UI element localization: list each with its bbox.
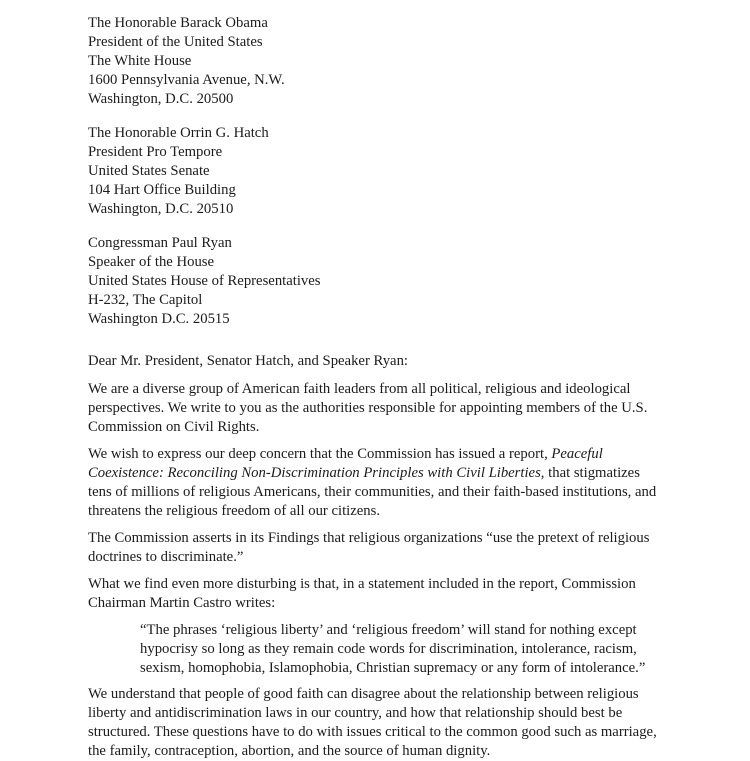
salutation: Dear Mr. President, Senator Hatch, and Speaker Ryan: (88, 353, 408, 369)
address-line: President Pro Tempore (88, 144, 223, 160)
address-line: The Honorable Orrin G. Hatch (88, 125, 269, 141)
recipient-block-ryan (88, 234, 664, 329)
address-line: Congressman Paul Ryan (88, 235, 232, 251)
paragraph-text: We wish to express our deep concern that the Commission has issued a report, (88, 446, 552, 462)
address-line: 104 Hart Office Building (88, 182, 236, 198)
address-line: United States Senate (88, 163, 210, 179)
castro-quote: “The phrases ‘religious liberty’ and ‘religious freedom’ will stand for nothing except hypocrisy so long as they remain code words for discrimination, intolerance, racism, sexism, homophobia, Islamophobia, Christian supremacy or any form of intolerance.” (140, 622, 646, 676)
address-line: The Honorable Barack Obama (88, 15, 268, 31)
paragraph-text: , that stigmatizes tens of millions of religious Americans, their communities, and their faith-based institutions, and threatens the religious freedom of all our citizens. (88, 465, 657, 519)
address-line: H-232, The Capitol (88, 292, 203, 308)
address-line: 1600 Pennsylvania Avenue, N.W. (88, 72, 285, 88)
report-title-italic: Peaceful Coexistence: Reconciling Non-Discrimination Principles with Civil Liberties (88, 446, 603, 481)
address-line: The White House (88, 53, 192, 69)
address-line: Washington D.C. 20515 (88, 311, 230, 327)
paragraph-castro-intro: What we find even more disturbing is that, in a statement included in the report, Commission Chairman Martin Castro writes: (88, 576, 636, 611)
address-line: President of the United States (88, 34, 263, 50)
address-line: Speaker of the House (88, 254, 215, 270)
paragraph-intro: We are a diverse group of American faith leaders from all political, religious and ideological perspectives. We write to you as the authorities responsible for appointing members of the U.S. Commission on Civil Rights. (88, 381, 648, 435)
recipient-block-hatch (88, 124, 664, 219)
address-line: Washington, D.C. 20510 (88, 201, 234, 217)
recipient-block-obama (88, 14, 664, 109)
paragraph-report-concern (88, 445, 664, 521)
address-line: Washington, D.C. 20500 (88, 91, 234, 107)
paragraph-findings: The Commission asserts in its Findings that religious organizations “use the pretext of religious doctrines to discriminate.” (88, 530, 650, 565)
paragraph-good-faith: We understand that people of good faith can disagree about the relationship between religious liberty and antidiscrimination laws in our country, and how that relationship should best be structured. These questions have to do with issues critical to the common good such as marriage, the family, contraception, abortion, and the source of human dignity. (88, 686, 657, 759)
address-line: United States House of Representatives (88, 273, 321, 289)
